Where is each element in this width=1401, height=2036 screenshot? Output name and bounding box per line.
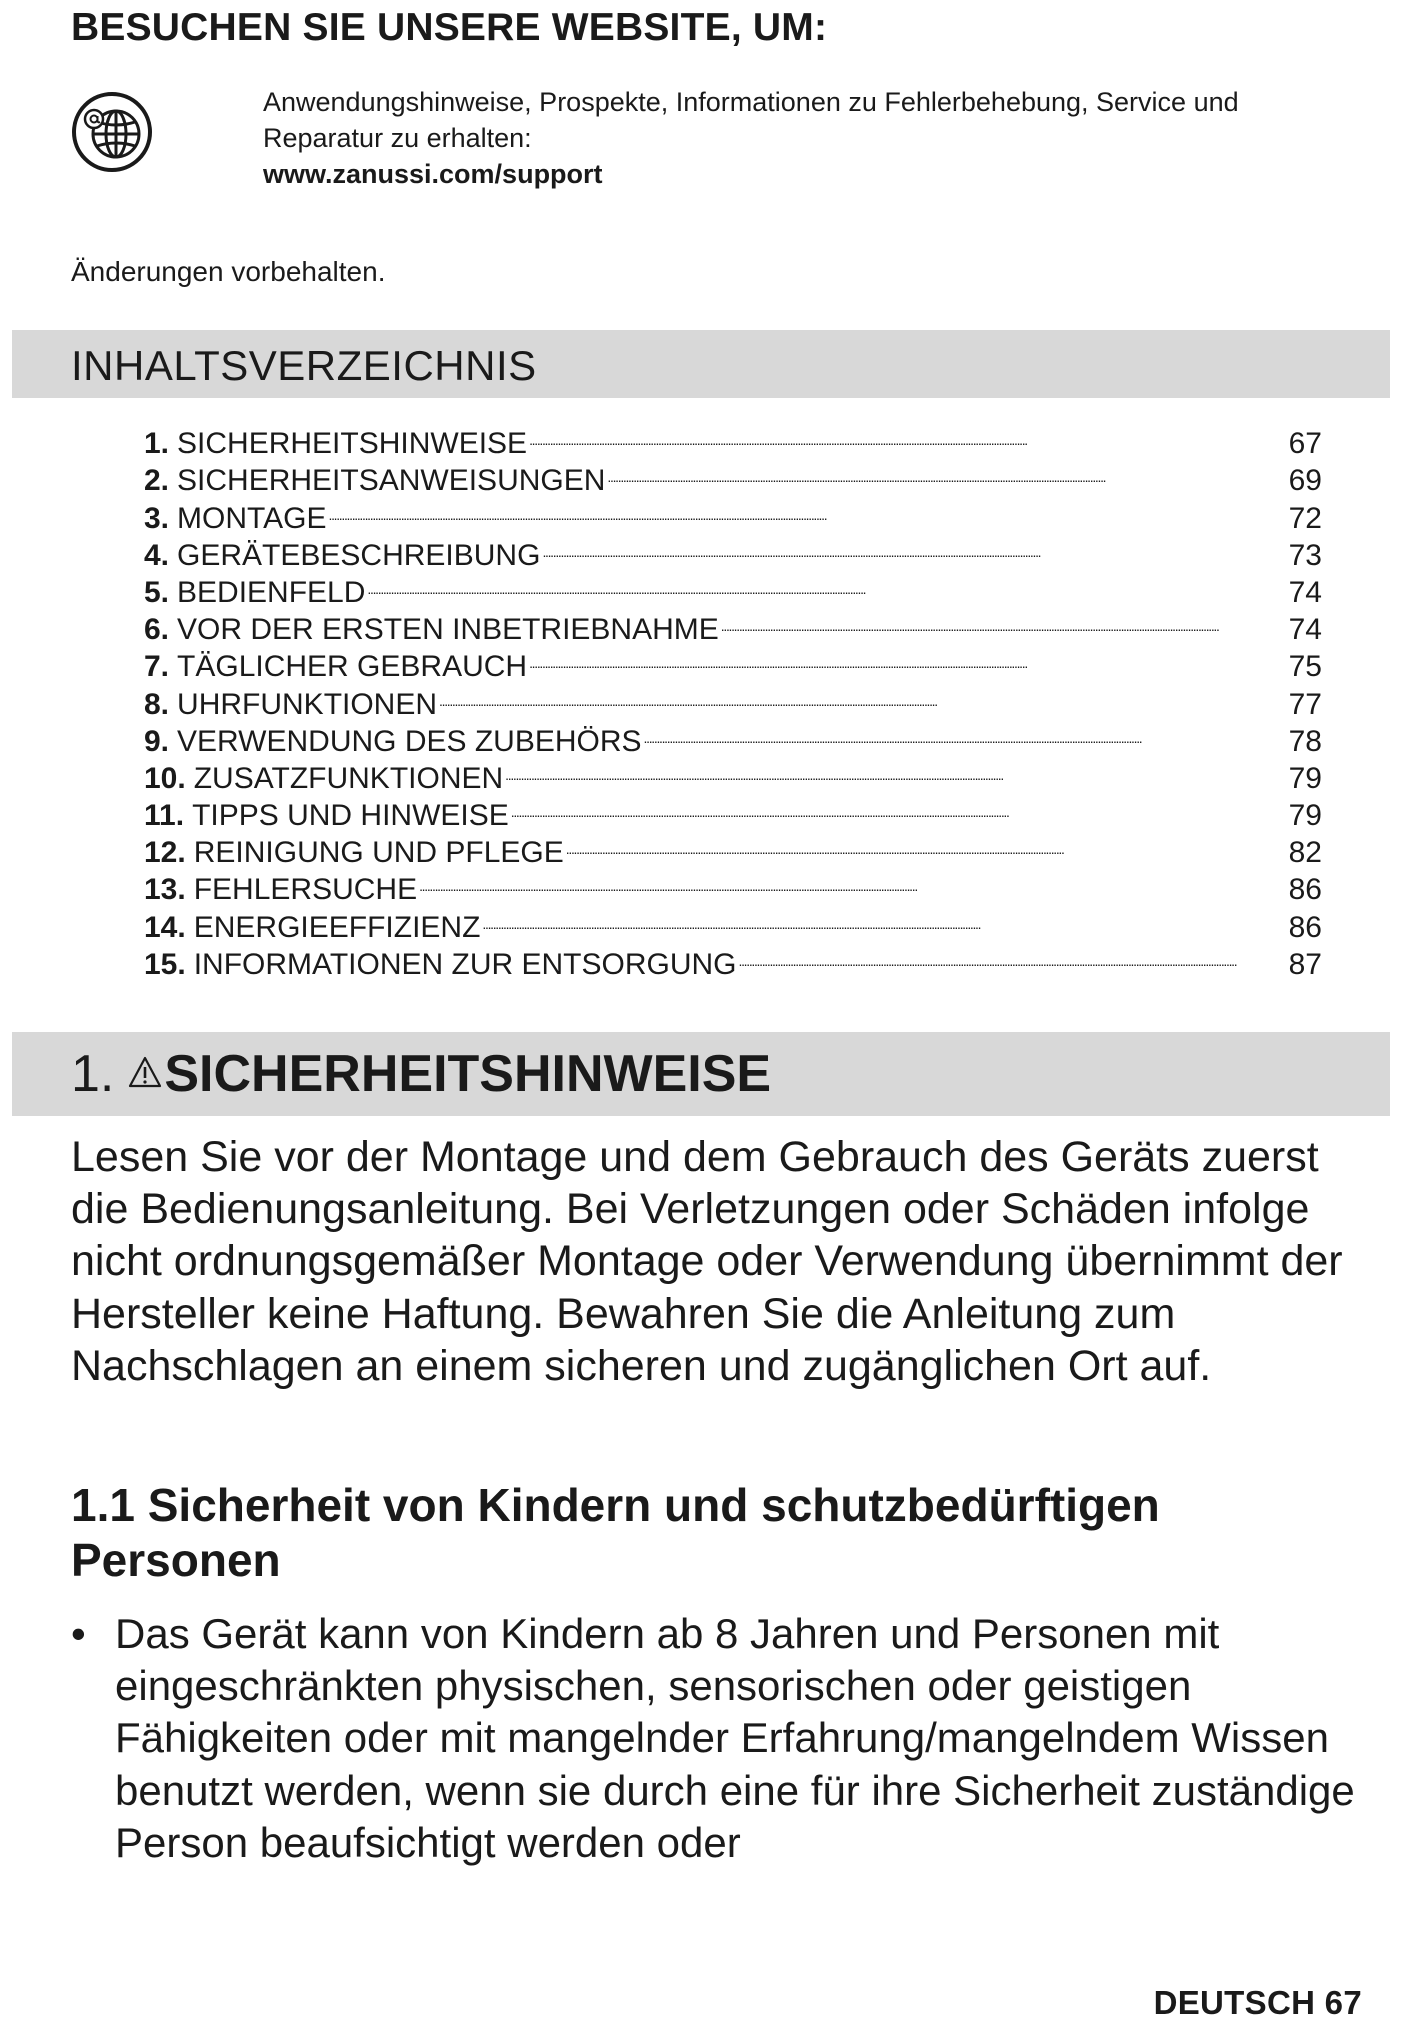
toc-dot-leader xyxy=(529,639,1286,676)
toc-item-page: 79 xyxy=(1288,761,1322,795)
toc-item-label: BEDIENFELD xyxy=(177,575,366,609)
safety-intro-paragraph: Lesen Sie vor der Montage und dem Gebrauch des Geräts zuerst die Bedienungsanleitung. Bei Verletzungen oder Schäden infolge nicht ordnungsgemäßer Montage oder Verwendung übernimmt der Hersteller keine Haftung. Bewahren Sie die Anleitung zum Nachschlagen an einem sicheren und zugänglichen Ort auf. xyxy=(71,1133,1343,1390)
toc-dot-leader xyxy=(439,676,1286,713)
toc-item-number: 8. xyxy=(144,687,170,721)
toc-item-page: 77 xyxy=(1288,687,1322,721)
website-heading: BESUCHEN SIE UNSERE WEBSITE, UM: xyxy=(71,6,828,49)
toc-item-number: 4. xyxy=(144,538,170,572)
toc-item-page: 74 xyxy=(1288,575,1322,609)
toc-title: INHALTSVERZEICHNIS xyxy=(71,342,537,389)
toc-item-label: ZUSATZFUNKTIONEN xyxy=(193,761,504,795)
toc-item-number: 7. xyxy=(144,650,170,684)
toc-item-page: 78 xyxy=(1288,724,1322,758)
toc-dot-leader xyxy=(419,862,1286,899)
toc-dot-leader xyxy=(607,453,1286,490)
toc-item-label: ENERGIEEFFIZIENZ xyxy=(193,910,481,944)
toc-item-page: 86 xyxy=(1288,910,1322,944)
toc-item-number: 13. xyxy=(144,873,186,907)
toc-item-page: 75 xyxy=(1288,650,1322,684)
bullet-marker: • xyxy=(71,1610,86,1657)
toc-item-number: 6. xyxy=(144,613,170,647)
section-title-text: SICHERHEITSHINWEISE xyxy=(164,1045,772,1103)
toc-item-number: 10. xyxy=(144,761,186,795)
toc-dot-leader xyxy=(367,565,1286,602)
toc-item-label: SICHERHEITSANWEISUNGEN xyxy=(177,464,606,498)
section-number: 1. xyxy=(71,1045,115,1103)
safety-section-title xyxy=(71,1044,771,1104)
support-text-line1: Anwendungshinweise, Prospekte, Informationen zu Fehlerbehebung, Service und xyxy=(263,87,1239,117)
toc-item-label: TIPPS UND HINWEISE xyxy=(192,799,509,833)
toc-dot-leader xyxy=(721,602,1286,639)
child-safety-bullet-list xyxy=(71,1608,1371,1869)
toc-item-label: MONTAGE xyxy=(177,501,327,535)
toc-item-label: INFORMATIONEN ZUR ENTSORGUNG xyxy=(193,947,737,981)
toc-item-number: 15. xyxy=(144,947,186,981)
toc-dot-leader xyxy=(511,788,1286,825)
toc-item-label: VERWENDUNG DES ZUBEHÖRS xyxy=(177,724,642,758)
toc-item-page: 74 xyxy=(1288,613,1322,647)
toc-item-label: VOR DER ERSTEN INBETRIEBNAHME xyxy=(177,613,719,647)
toc-item-label: TÄGLICHER GEBRAUCH xyxy=(177,650,528,684)
toc-item-number: 12. xyxy=(144,836,186,870)
toc-item-page: 82 xyxy=(1288,836,1322,870)
toc-item-label: SICHERHEITSHINWEISE xyxy=(177,427,528,461)
toc-dot-leader xyxy=(542,528,1286,565)
toc-item-label: GERÄTEBESCHREIBUNG xyxy=(177,538,541,572)
support-text-line2: Reparatur zu erhalten: xyxy=(263,123,532,153)
toc-item-label: UHRFUNKTIONEN xyxy=(177,687,438,721)
toc-dot-leader xyxy=(566,825,1286,862)
toc-item-page: 72 xyxy=(1288,501,1322,535)
toc-item-number: 5. xyxy=(144,575,170,609)
toc-item-number: 1. xyxy=(144,427,170,461)
toc-item-number: 9. xyxy=(144,724,170,758)
changes-reserved-note: Änderungen vorbehalten. xyxy=(71,256,386,287)
toc-item-page: 67 xyxy=(1288,427,1322,461)
toc-dot-leader xyxy=(644,714,1286,751)
toc-dot-leader xyxy=(505,751,1286,788)
toc-item-number: 11. xyxy=(144,799,185,833)
toc-dot-leader xyxy=(529,416,1286,453)
toc-item-label: FEHLERSUCHE xyxy=(193,873,418,907)
toc-item-page: 79 xyxy=(1288,799,1322,833)
toc-item-number: 2. xyxy=(144,464,170,498)
toc-item-page: 87 xyxy=(1288,947,1322,981)
list-item xyxy=(71,1608,1371,1869)
toc-item-number: 14. xyxy=(144,910,186,944)
bullet-text: Das Gerät kann von Kindern ab 8 Jahren und Personen mit eingeschränkten physischen, sensorischen oder geistigen Fähigkeiten oder mit mangelnder Erfahrung/mangelndem Wissen benutzt werden, wenn sie durch eine für ihre Sicherheit zuständige Person beaufsichtigt werden oder xyxy=(115,1610,1355,1866)
toc-item-sicherheitshinweise[interactable] xyxy=(144,416,1322,461)
warning-triangle-icon xyxy=(128,1055,162,1089)
support-url-link[interactable]: www.zanussi.com/support xyxy=(263,159,603,189)
toc-item-page: 73 xyxy=(1288,538,1322,572)
page-footer-language-number: DEUTSCH 67 xyxy=(1153,1984,1362,2021)
table-of-contents xyxy=(144,416,1322,981)
toc-dot-leader xyxy=(328,490,1286,527)
toc-item-page: 69 xyxy=(1288,464,1322,498)
toc-dot-leader xyxy=(482,899,1286,936)
globe-web-icon xyxy=(70,90,154,174)
child-safety-subsection-title: 1.1 Sicherheit von Kindern und schutzbedürftigen Personen xyxy=(71,1479,1160,1586)
toc-item-number: 3. xyxy=(144,501,170,535)
toc-dot-leader xyxy=(739,937,1287,974)
toc-item-label: REINIGUNG UND PFLEGE xyxy=(193,836,564,870)
toc-item-page: 86 xyxy=(1288,873,1322,907)
